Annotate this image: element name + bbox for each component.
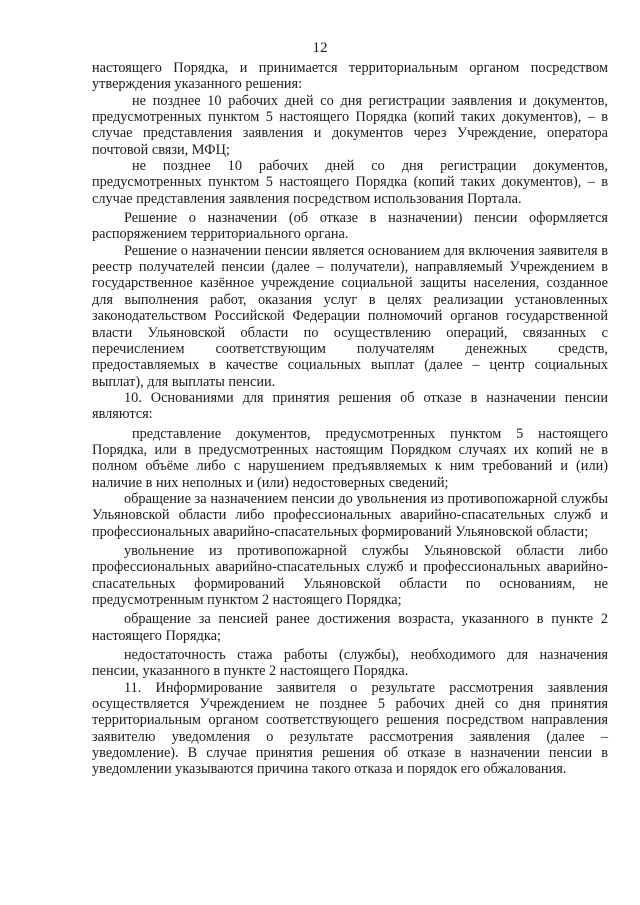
- paragraph-section-10: 10. Основаниями для принятия решения об отказе в назначении пенсии являются:: [92, 389, 608, 423]
- paragraph-refusal-documents: представление документов, предусмотренных пунктом 5 настоящего Порядка, или в предусмотренных настоящим Порядком случаях их копий не в полном объёме либо с нарушением предъявляемых к ним требований и (или) наличие в них неполных и (или) недостоверных сведений;: [92, 425, 608, 491]
- paragraph-decision-form: Решение о назначении (об отказе в назначении) пенсии оформляется распоряжением территориального органа.: [92, 210, 608, 243]
- paragraph-continuation: настоящего Порядка, и принимается территориальным органом посредством утверждения указанного решения:: [92, 60, 608, 93]
- paragraph-refusal-experience: недостаточность стажа работы (службы), необходимого для назначения пенсии, указанного в пункте 2 настоящего Порядка.: [92, 647, 608, 680]
- page-number: 12: [312, 40, 328, 56]
- document-body: [92, 60, 608, 778]
- paragraph-refusal-age: обращение за пенсией ранее достижения возраста, указанного в пункте 2 настоящего Порядка;: [92, 611, 608, 644]
- paragraph-section-11: 11. Информирование заявителя о результате рассмотрения заявления осуществляется Учреждением не позднее 5 рабочих дней со дня принятия территориальным органом соответствующего решения посредством направления заявителю уведомления о результате рассмотрения заявления (далее – уведомление). В случае принятия решения об отказе в назначении пенсии в уведомлении указываются причина такого отказа и порядок его обжалования.: [92, 679, 608, 778]
- paragraph-term-portal: не позднее 10 рабочих дней со дня регистрации документов, предусмотренных пунктом 5 настоящего Порядка (копий таких документов), – в случае представления заявления посредством использования Портала.: [92, 158, 608, 207]
- paragraph-term-mfc: не позднее 10 рабочих дней со дня регистрации заявления и документов, предусмотренных пунктом 5 настоящего Порядка (копий таких документов), – в случае представления заявления и документов через Учреждение, оператора почтовой связи, МФЦ;: [92, 92, 608, 158]
- paragraph-refusal-early-request: обращение за назначением пенсии до увольнения из противопожарной службы Ульяновской области либо профессиональных аварийно-спасательных служб и профессиональных аварийно-спасательных формирований Ульяновской области;: [92, 490, 608, 540]
- paragraph-decision-basis: Решение о назначении пенсии является основанием для включения заявителя в реестр получателей пенсии (далее – получатели), направляемый Учреждением в государственное казённое учреждение социальной защиты населения, созданное для выполнения работ, оказания услуг в целях реализации установленных законодательством Российской Федерации полномочий органов государственной власти Ульяновской области по осуществлению операций, связанных с перечислением соответствующим получателям денежных средств, предоставляемых в качестве социальных выплат (далее – центр социальных выплат), для выплаты пенсии.: [92, 242, 608, 390]
- paragraph-refusal-dismissal: увольнение из противопожарной службы Ульяновской области либо профессиональных аварийно-спасательных служб и профессиональных аварийно-спасательных формирований Ульяновской области по основаниям, не предусмотренным пунктом 2 настоящего Порядка;: [92, 542, 608, 608]
